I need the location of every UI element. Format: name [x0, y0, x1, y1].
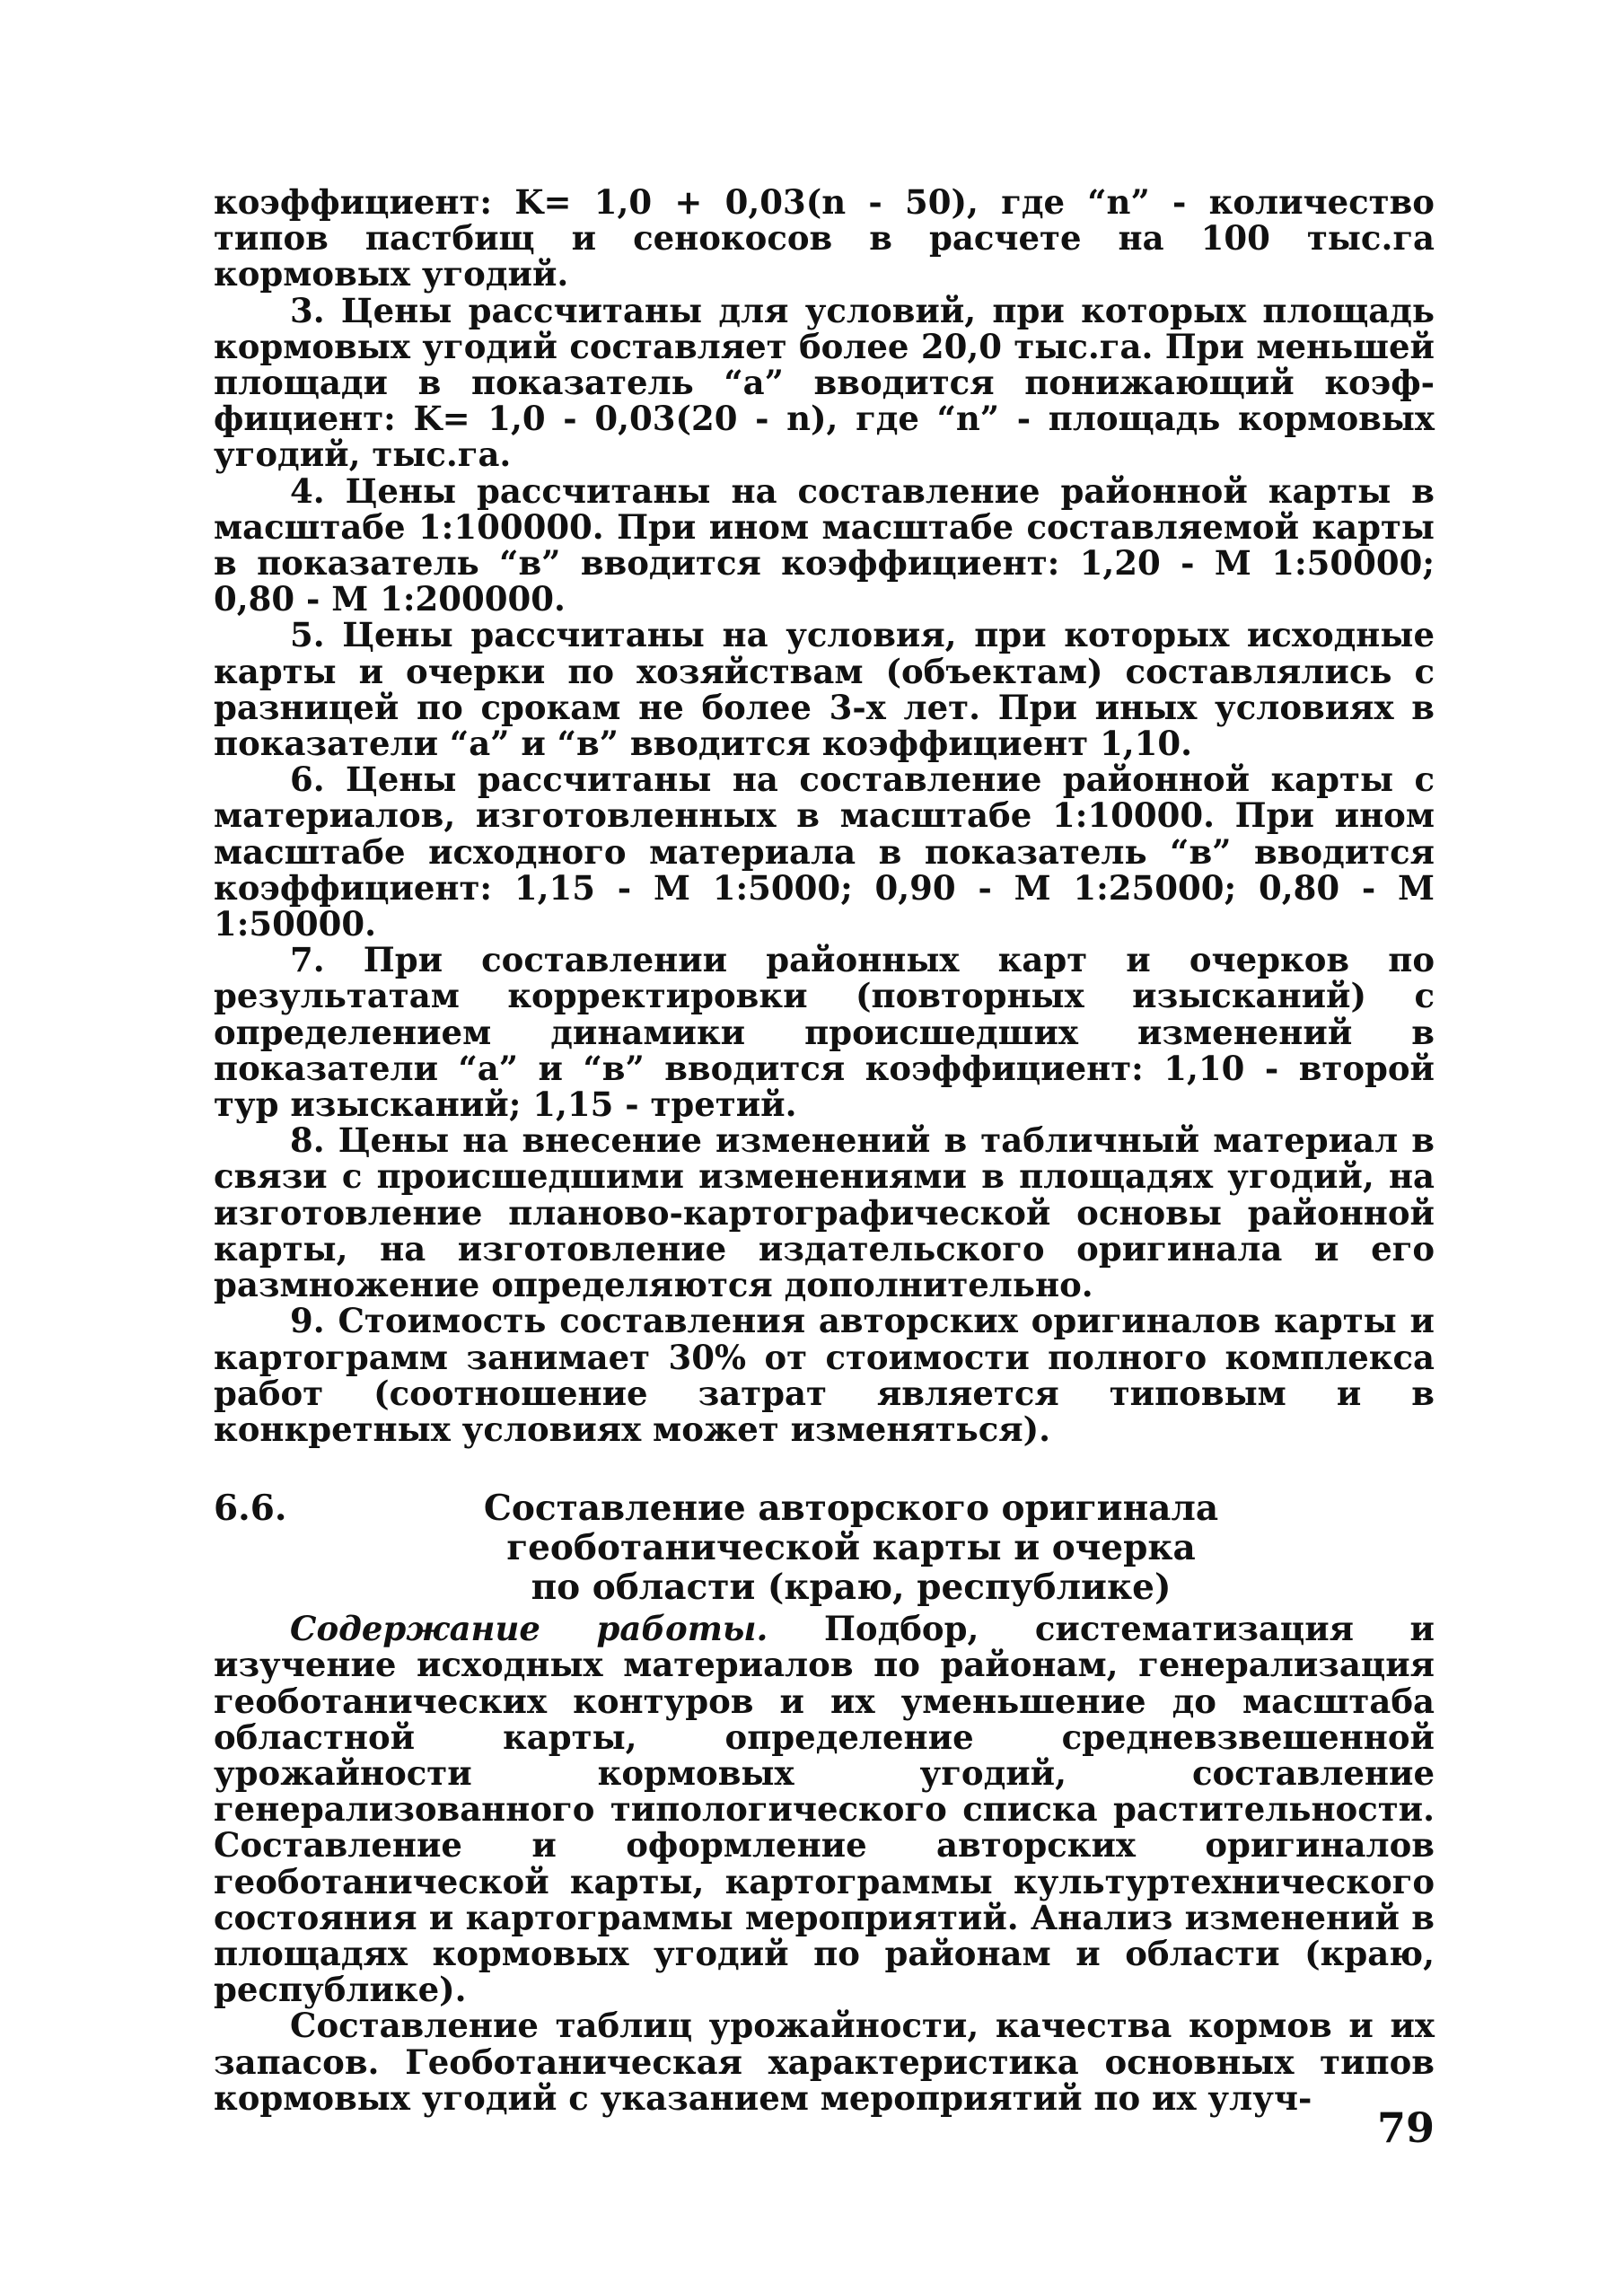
paragraph-note-4: 4. Цены рассчитаны на составление районной карты в масштабе 1:100000. При ином масштабе составляемой карты в показатель “в” вводится коэффициент: 1,20 - М 1:50000; 0,80 - М 1:200000.: [214, 470, 1435, 619]
paragraph-note-7: 7. При составлении районных карт и очерков по результатам корректировки (повторных изысканий) с определением динамики происшедших изменений в показатели “а” и “в” вводится коэффициент: 1,10 - второй тур изысканий; 1,15 - третий.: [214, 940, 1435, 1125]
paragraph-continuation: коэффициент: K= 1,0 + 0,03(n - 50), где “n” - количество типов пастбищ и сенокосов в расчете на 100 тыс.га кормовых угодий.: [214, 182, 1435, 294]
section-title: [321, 1488, 1435, 1607]
work-content-text: Подбор, систематизация и изучение исходных материалов по районам, генерализация геоботанических контуров и их уменьшение до масштаба областной карты, определение средневзвешенной урожайности кормовых угодий, составление генерализованного типологического списка растительности. Составление и оформление авторских оригиналов геоботанической карты, картограммы культуртехнического состояния и картограммы мероприятий. Анализ изменений в площадях кормовых угодий по районам и области (краю, республике).: [214, 1609, 1435, 2010]
paragraph-note-5: 5. Цены рассчитаны на условия, при которых исходные карты и очерки по хозяйствам (объектам) составлялись с разницей по срокам не более 3-х лет. При иных условиях в показатели “а” и “в” вводится коэффициент 1,10.: [214, 615, 1435, 764]
section-number: 6.6.: [214, 1488, 287, 1530]
section-heading: [214, 1488, 1435, 1607]
section-title-line: геоботанической карты и очерка: [506, 1527, 1196, 1569]
document-page: [214, 184, 1435, 2116]
paragraph-note-8: 8. Цены на внесение изменений в табличный материал в связи с происшедшими изменениями в площадях угодий, на изготовление планово-картографической основы районной карты, на изготовление издательского оригинала и его размножение определяются дополнительно.: [214, 1120, 1435, 1305]
section-title-line: по области (краю, республике): [531, 1567, 1172, 1609]
work-content-lead-in: Содержание работы.: [290, 1609, 768, 1649]
paragraph-note-9: 9. Стоимость составления авторских оригиналов карты и картограмм занимает 30% от стоимости полного комплекса работ (соотношение затрат является типовым и в конкретных условиях может изменяться).: [214, 1301, 1435, 1449]
paragraph-last: Составление таблиц урожайности, качества кормов и их запасов. Геоботаническая характеристика основных типов кормовых угодий с указанием мероприятий по их улуч-: [214, 2006, 1435, 2118]
section-title-line: Составление авторского оригинала: [483, 1488, 1219, 1530]
paragraph-work-content: [214, 1609, 1435, 2010]
page-number: 79: [1376, 2103, 1435, 2152]
paragraph-note-3: 3. Цены рассчитаны для условий, при которых площадь кормовых угодий составляет более 20,0 тыс.га. При меньшей площади в показатель “а” вводится понижающий коэффициент: K= 1,0 - 0,03(20 - n), где “n” - площадь кормовых угодий, тыс.га.: [214, 290, 1435, 475]
paragraph-note-6: 6. Цены рассчитаны на составление районной карты с материалов, изготовленных в масштабе 1:10000. При ином масштабе исходного материала в показатель “в” вводится коэффициент: 1,15 - М 1:5000; 0,90 - М 1:25000; 0,80 - М 1:50000.: [214, 760, 1435, 944]
